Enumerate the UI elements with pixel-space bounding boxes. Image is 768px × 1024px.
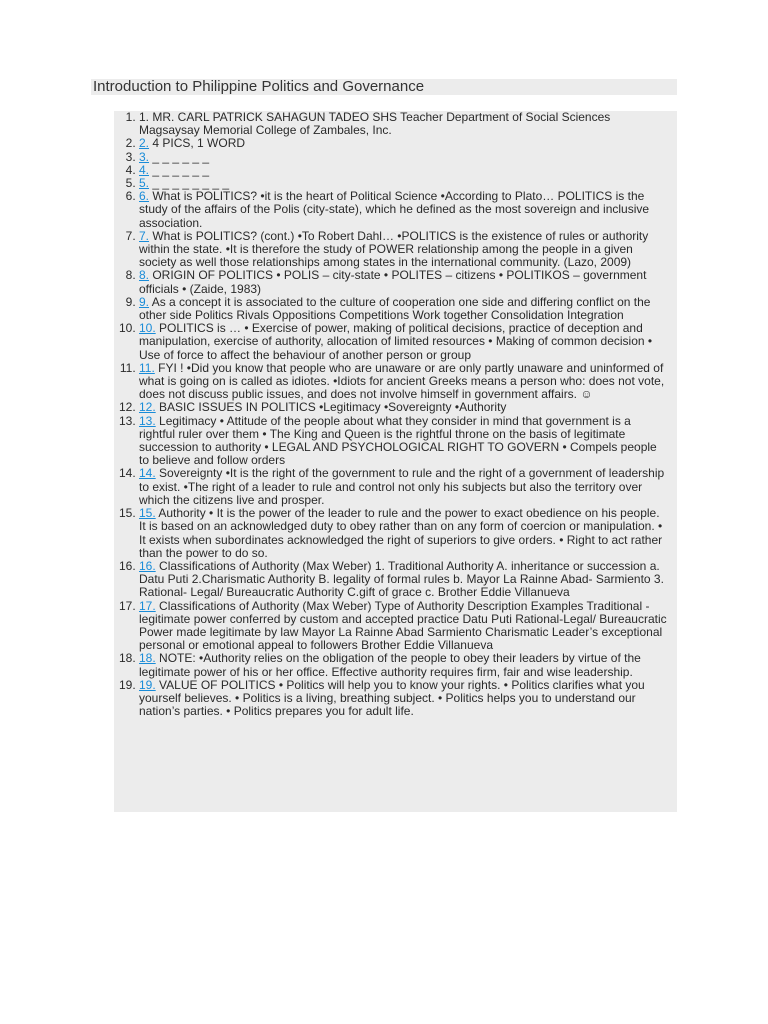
- slide-link[interactable]: 2.: [139, 136, 150, 151]
- slide-list-item: [139, 322, 669, 362]
- slide-list-item: [139, 111, 669, 137]
- slide-text: _ _ _ _ _ _: [149, 162, 210, 177]
- slide-list-item: [139, 652, 669, 678]
- slide-link[interactable]: 11.: [139, 360, 155, 375]
- slide-text: What is POLITICS? •it is the heart of Political Science •According to Plato… POLITICS is the study of the affairs of the Polis (city-state), which he defined as the most sovereign and inclusive association.: [139, 189, 650, 230]
- slide-text: 4 PICS, 1 WORD: [149, 136, 246, 151]
- slide-list-item: [139, 269, 669, 295]
- slide-list-item: [139, 296, 669, 322]
- slide-link[interactable]: 3.: [139, 149, 150, 164]
- slide-text: FYI ! •Did you know that people who are unaware or are only partly unaware and uninformed of what is going on is called as idiotes. •Idiots for ancient Greeks means a person who: does not vote, does not discuss public issues, and does not involve himself in government affairs. ☺: [139, 360, 665, 402]
- document-title: Introduction to Philippine Politics and Governance: [93, 78, 425, 95]
- slide-text: Legitimacy • Attitude of the people about what they consider in mind that government is a rightful ruler over them • The King and Queen is the rightful throne on the basis of legitimate succession to authority • LEGAL AND PSYCHOLOGICAL RIGHT TO GOVERN • Compels people to believe and follow orders: [139, 413, 657, 468]
- slide-text: Sovereignty •It is the right of the government to rule and the right of a government of leadership to exist. •The right of a leader to rule and control not only his subjects but also the territory over which the citizens live and prosper.: [139, 466, 665, 507]
- slide-text: ORIGIN OF POLITICS • POLIS – city-state • POLITES – citizens • POLITIKOS – government officials • (Zaide, 1983): [139, 268, 647, 296]
- slide-list-item: [139, 679, 669, 719]
- document-title-bar: [91, 79, 677, 95]
- slide-link[interactable]: 10.: [139, 321, 156, 336]
- slide-text: VALUE OF POLITICS • Politics will help you to know your rights. • Politics clarifies what you yourself believes. • Politics is a living, breathing subject. • Politics helps you to understand our nation’s parties. • Politics prepares you for adult life.: [139, 677, 645, 719]
- slide-link[interactable]: 4.: [139, 162, 150, 177]
- slide-link[interactable]: 7.: [139, 228, 150, 243]
- slide-text: Authority • It is the power of the leader to rule and the power to exact obedience on his people. It is based on an acknowledged duty to obey rather than on any form of coercion or manipulation. • It exists when subordinates acknowledged the right of superiors to give orders. • Right to act rather than the power to do so.: [139, 506, 663, 560]
- slide-list: [114, 111, 677, 718]
- slide-text: Classifications of Authority (Max Weber) Type of Authority Description Examples Traditional -legitimate power conferred by custom and accepted practice Datu Puti Rational-Legal/ Bureaucratic Power made legitimate by law Mayor La Rainne Abad Sarmiento Charismatic Leader’s exceptional personal or emotional appeal to followers Brother Eddie Villanueva: [139, 598, 667, 653]
- slide-link[interactable]: 13.: [139, 413, 156, 428]
- slide-link[interactable]: 15.: [139, 506, 156, 521]
- slide-list-item: [139, 151, 669, 164]
- slide-link[interactable]: 16.: [139, 558, 156, 573]
- slide-link[interactable]: 5.: [139, 176, 150, 191]
- slide-list-item: [139, 362, 669, 402]
- slide-text: POLITICS is … • Exercise of power, making of political decisions, practice of deception and manipulation, exercise of authority, allocation of limited resources • Making of common decision • Use of force to affect the behaviour of another person or group: [139, 321, 653, 362]
- slide-list-item: [139, 230, 669, 270]
- slide-text: _ _ _ _ _ _ _ _: [149, 176, 230, 191]
- slide-text: What is POLITICS? (cont.) •To Robert Dahl… •POLITICS is the existence of rules or authority within the state. •It is therefore the study of POWER relationship among the people in a given society as well those relationships among states in the international community. (Lazo, 2009): [139, 228, 649, 270]
- slide-list-item: [139, 560, 669, 600]
- slide-link[interactable]: 17.: [139, 598, 156, 613]
- slide-link[interactable]: 6.: [139, 189, 150, 204]
- slide-link[interactable]: 19.: [139, 677, 156, 692]
- slide-text: _ _ _ _ _ _: [149, 149, 210, 164]
- slide-link[interactable]: 18.: [139, 651, 156, 666]
- slide-text: NOTE: •Authority relies on the obligation of the people to obey their leaders by virtue of the legitimate power of his or her office. Effective authority requires firm, fair and wise leadership.: [139, 651, 641, 679]
- slide-link[interactable]: 8.: [139, 268, 150, 283]
- slide-list-item: [139, 137, 669, 150]
- slide-link[interactable]: 9.: [139, 294, 150, 309]
- slide-list-item: [139, 507, 669, 560]
- slide-text: Classifications of Authority (Max Weber) 1. Traditional Authority A. inheritance or succession a. Datu Puti 2.Charismatic Authority B. legality of formal rules b. Mayor La Rainne Abad- Sarmiento 3. Rational- Legal/ Bureaucratic Authority C.gift of grace c. Brother Eddie Villanueva: [139, 558, 664, 600]
- slide-text: 1. MR. CARL PATRICK SAHAGUN TADEO SHS Teacher Department of Social Sciences Magsaysay Memorial College of Zambales, Inc.: [139, 110, 611, 138]
- slide-list-item: [139, 467, 669, 507]
- slide-link[interactable]: 12.: [139, 400, 156, 415]
- slide-list-item: [139, 190, 669, 230]
- slide-list-item: [139, 415, 669, 468]
- slide-text: As a concept it is associated to the culture of cooperation one side and differing conflict on the other side Politics Rivals Oppositions Competitions Work together Consolidation Integration: [139, 294, 651, 323]
- slide-link[interactable]: 14.: [139, 466, 156, 481]
- slide-list-container: [114, 111, 677, 812]
- slide-list-item: [139, 600, 669, 653]
- slide-text: BASIC ISSUES IN POLITICS •Legitimacy •Sovereignty •Authority: [155, 400, 507, 415]
